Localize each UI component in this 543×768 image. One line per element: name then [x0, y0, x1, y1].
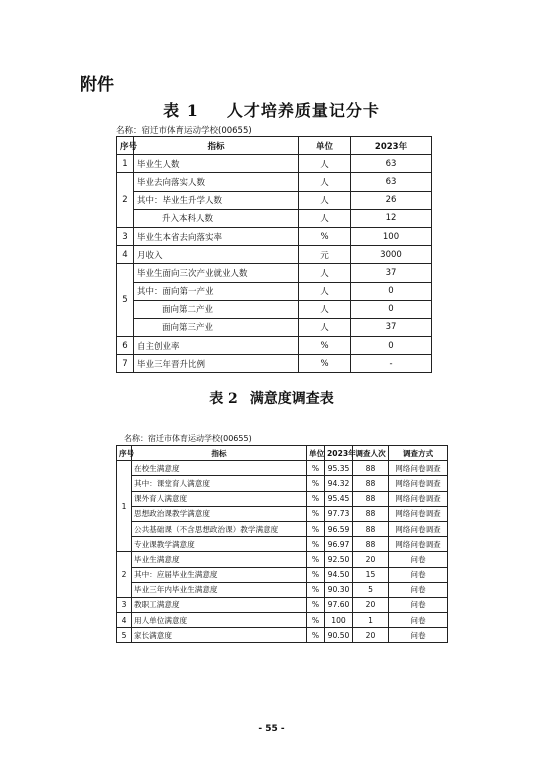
row-unit: % [307, 567, 325, 582]
row-indicator: 其中：面向第一产业 [134, 282, 299, 300]
table-row [117, 227, 432, 245]
row-count: 88 [353, 521, 389, 536]
row-value: 97.73 [325, 506, 353, 521]
row-value: 95.35 [325, 461, 353, 476]
row-value: 63 [351, 155, 432, 173]
row-indicator: 毕业去向落实人数 [134, 173, 299, 191]
row-indicator: 教职工满意度 [132, 597, 307, 612]
row-unit: % [307, 582, 325, 597]
table-row [117, 337, 432, 355]
table2-school-name: 名称：宿迁市体育运动学校(00655) [124, 434, 252, 443]
row-method: 网络问卷调查 [389, 506, 448, 521]
attachment-label: 附件 [80, 75, 114, 95]
row-unit: % [307, 506, 325, 521]
table-row [117, 582, 448, 597]
table-row [117, 264, 432, 282]
table2-title [0, 388, 543, 408]
header-method: 调查方式 [389, 446, 448, 461]
row-indicator: 毕业生本省去向落实率 [134, 227, 299, 245]
row-method: 问卷 [389, 613, 448, 628]
header-unit: 单位 [307, 446, 325, 461]
header-year: 2023年 [325, 446, 353, 461]
row-unit: 人 [299, 191, 351, 209]
row-method: 网络问卷调查 [389, 521, 448, 536]
page-number: - 55 - [258, 724, 285, 734]
row-no: 2 [117, 173, 134, 228]
row-unit: 人 [299, 155, 351, 173]
row-value: - [351, 355, 432, 373]
row-method: 问卷 [389, 628, 448, 643]
row-value: 0 [351, 282, 432, 300]
row-indicator: 毕业三年晋升比例 [134, 355, 299, 373]
row-method: 网络问卷调查 [389, 476, 448, 491]
row-count: 1 [353, 613, 389, 628]
row-unit: % [307, 552, 325, 567]
row-no: 5 [117, 628, 132, 643]
row-indicator: 面向第三产业 [134, 318, 299, 336]
table2-name: 满意度调查表 [249, 391, 334, 407]
row-count: 88 [353, 537, 389, 552]
table-row [117, 476, 448, 491]
row-indicator: 其中：毕业生升学人数 [134, 191, 299, 209]
row-method: 问卷 [389, 567, 448, 582]
table2-number: 表 2 [209, 391, 238, 407]
row-indicator: 升入本科人数 [134, 209, 299, 227]
row-count: 88 [353, 476, 389, 491]
row-indicator: 毕业生人数 [134, 155, 299, 173]
row-value: 0 [351, 300, 432, 318]
talent-quality-scorecard-table [116, 136, 432, 373]
row-value: 96.97 [325, 537, 353, 552]
row-no: 1 [117, 461, 132, 552]
row-unit: 人 [299, 173, 351, 191]
row-value: 94.50 [325, 567, 353, 582]
row-unit: % [307, 613, 325, 628]
row-unit: % [307, 461, 325, 476]
header-indicator: 指标 [132, 446, 307, 461]
header-no: 序号 [117, 446, 132, 461]
row-no: 5 [117, 264, 134, 337]
row-indicator: 课外育人满意度 [132, 491, 307, 506]
row-indicator: 在校生满意度 [132, 461, 307, 476]
row-unit: % [307, 521, 325, 536]
table-row [117, 191, 432, 209]
header-year: 2023年 [351, 137, 432, 155]
row-value: 63 [351, 173, 432, 191]
row-value: 95.45 [325, 491, 353, 506]
row-unit: % [299, 227, 351, 245]
table-row [117, 461, 448, 476]
table-row [117, 597, 448, 612]
row-unit: % [307, 537, 325, 552]
row-method: 问卷 [389, 552, 448, 567]
row-value: 12 [351, 209, 432, 227]
table-row [117, 282, 432, 300]
row-value: 0 [351, 337, 432, 355]
table1-title [0, 98, 543, 121]
row-value: 3000 [351, 246, 432, 264]
row-value: 26 [351, 191, 432, 209]
row-unit: 人 [299, 264, 351, 282]
table-row [117, 491, 448, 506]
row-method: 网络问卷调查 [389, 537, 448, 552]
table1-number: 表 1 [163, 101, 199, 120]
row-value: 37 [351, 264, 432, 282]
table-row [117, 355, 432, 373]
row-unit: 元 [299, 246, 351, 264]
row-unit: % [307, 476, 325, 491]
row-indicator: 月收入 [134, 246, 299, 264]
row-value: 96.59 [325, 521, 353, 536]
row-indicator: 公共基础课（不含思想政治课）教学满意度 [132, 521, 307, 536]
header-indicator: 指标 [134, 137, 299, 155]
row-count: 20 [353, 552, 389, 567]
row-unit: 人 [299, 209, 351, 227]
row-value: 97.60 [325, 597, 353, 612]
row-count: 5 [353, 582, 389, 597]
row-method: 问卷 [389, 597, 448, 612]
row-indicator: 毕业三年内毕业生满意度 [132, 582, 307, 597]
table-row [117, 521, 448, 536]
row-no: 2 [117, 552, 132, 598]
row-indicator: 家长满意度 [132, 628, 307, 643]
row-value: 94.32 [325, 476, 353, 491]
row-no: 4 [117, 246, 134, 264]
table-row [117, 613, 448, 628]
row-value: 37 [351, 318, 432, 336]
header-count: 调查人次 [353, 446, 389, 461]
row-count: 15 [353, 567, 389, 582]
table-row [117, 155, 432, 173]
row-indicator: 面向第二产业 [134, 300, 299, 318]
table-row [117, 628, 448, 643]
row-indicator: 毕业生面向三次产业就业人数 [134, 264, 299, 282]
row-indicator: 自主创业率 [134, 337, 299, 355]
table-row [117, 318, 432, 336]
table-row [117, 552, 448, 567]
row-value: 100 [325, 613, 353, 628]
header-no: 序号 [117, 137, 134, 155]
row-no: 3 [117, 227, 134, 245]
row-value: 90.50 [325, 628, 353, 643]
header-unit: 单位 [299, 137, 351, 155]
row-indicator: 专业课教学满意度 [132, 537, 307, 552]
row-indicator: 用人单位满意度 [132, 613, 307, 628]
row-method: 问卷 [389, 582, 448, 597]
row-count: 20 [353, 597, 389, 612]
row-unit: % [299, 337, 351, 355]
row-indicator: 其中：应届毕业生满意度 [132, 567, 307, 582]
row-unit: % [307, 628, 325, 643]
row-indicator: 毕业生满意度 [132, 552, 307, 567]
row-count: 20 [353, 628, 389, 643]
row-method: 网络问卷调查 [389, 491, 448, 506]
row-value: 92.50 [325, 552, 353, 567]
row-no: 1 [117, 155, 134, 173]
row-no: 4 [117, 613, 132, 628]
row-value: 90.30 [325, 582, 353, 597]
table-header-row [117, 446, 448, 461]
row-unit: 人 [299, 282, 351, 300]
row-count: 88 [353, 506, 389, 521]
row-indicator: 其中：课堂育人满意度 [132, 476, 307, 491]
row-no: 6 [117, 337, 134, 355]
row-unit: 人 [299, 318, 351, 336]
table1-name: 人才培养质量记分卡 [226, 101, 380, 120]
satisfaction-survey-table [116, 445, 448, 643]
table-row [117, 300, 432, 318]
row-unit: 人 [299, 300, 351, 318]
row-count: 88 [353, 491, 389, 506]
table-row [117, 567, 448, 582]
row-method: 网络问卷调查 [389, 461, 448, 476]
table-row [117, 506, 448, 521]
row-unit: % [307, 491, 325, 506]
row-indicator: 思想政治课教学满意度 [132, 506, 307, 521]
table-header-row [117, 137, 432, 155]
row-value: 100 [351, 227, 432, 245]
row-no: 7 [117, 355, 134, 373]
table1-school-name: 名称：宿迁市体育运动学校(00655) [116, 126, 252, 136]
row-unit: % [307, 597, 325, 612]
table-row [117, 209, 432, 227]
row-no: 3 [117, 597, 132, 612]
table-row [117, 173, 432, 191]
row-count: 88 [353, 461, 389, 476]
table-row [117, 246, 432, 264]
row-unit: % [299, 355, 351, 373]
table-row [117, 537, 448, 552]
